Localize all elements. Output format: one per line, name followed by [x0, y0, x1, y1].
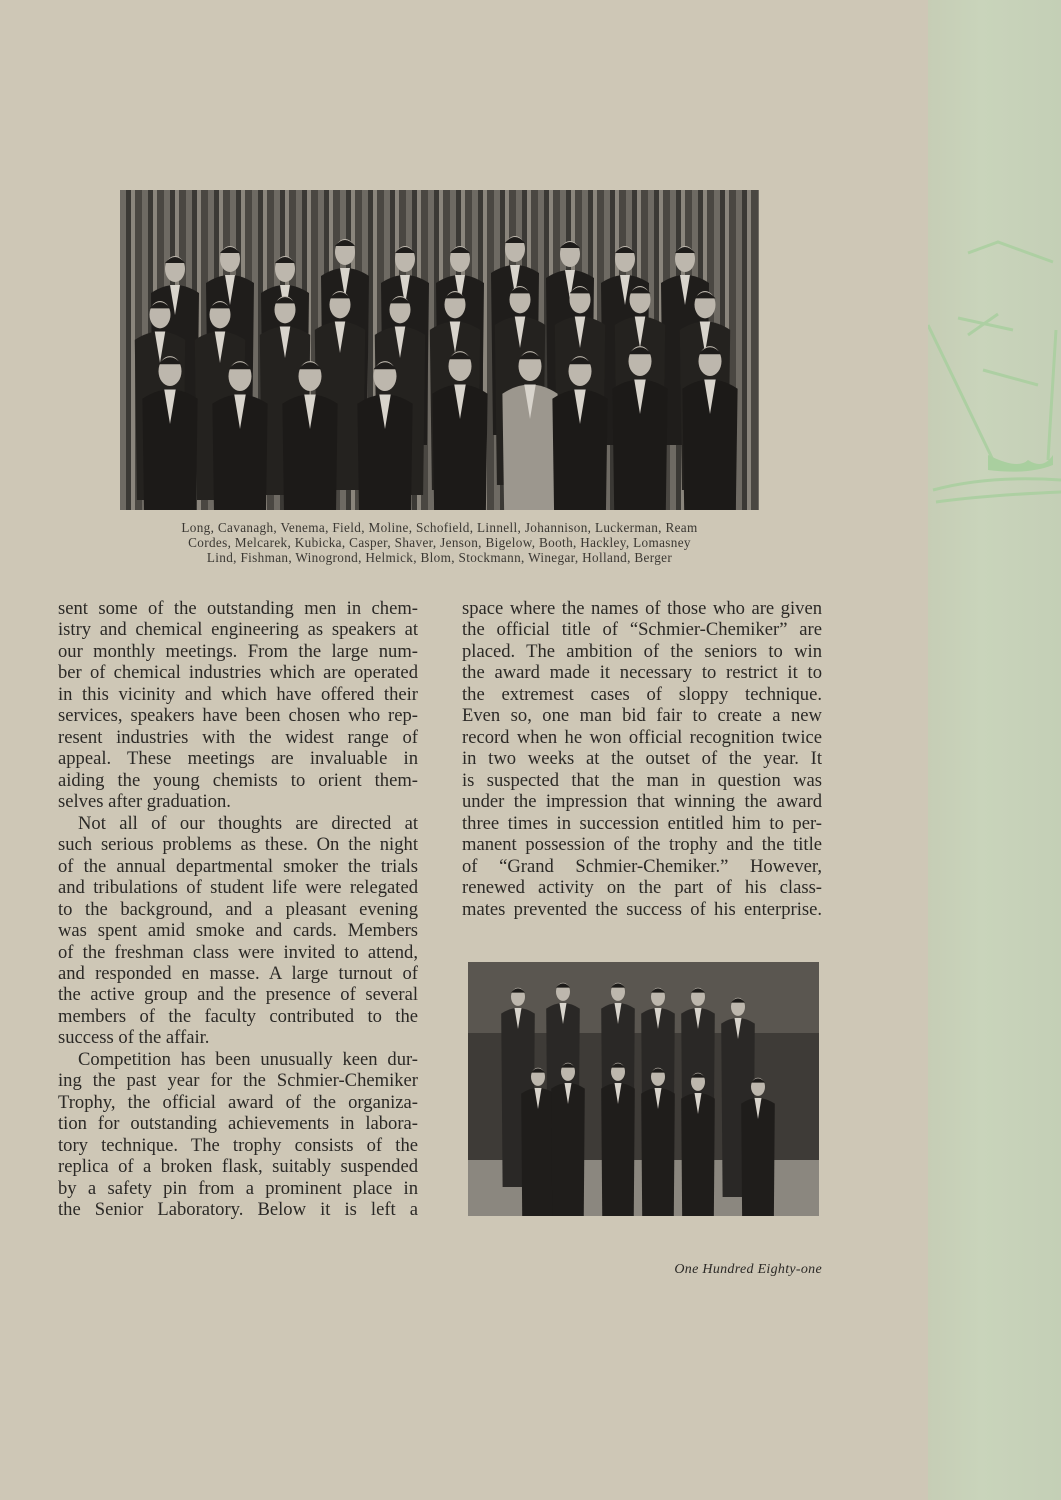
- text-line: sent some of the outstanding men in chem-: [58, 598, 418, 619]
- text-line: record when he won official recognition twice: [462, 726, 822, 748]
- outdoor-figures: [468, 962, 819, 1216]
- text-line: replica of a broken flask, suitably suspended: [58, 1156, 418, 1178]
- text-line: ing the past year for the Schmier-Chemiker: [58, 1070, 418, 1092]
- text-line: under the impression that winning the award: [462, 791, 822, 813]
- decorative-side-stripe: [928, 0, 1061, 1500]
- text-line: of the freshman class were invited to attend,: [58, 941, 418, 963]
- text-line: appeal. These meetings are invaluable in: [58, 748, 418, 770]
- text-line: of the annual departmental smoker the trials: [58, 855, 418, 877]
- text-line: Competition has been unusually keen dur-: [78, 1048, 418, 1070]
- text-line: the active group and the presence of several: [58, 984, 418, 1006]
- text-line: three times in succession entitled him to per-: [462, 812, 822, 834]
- text-line: Not all of our thoughts are directed at: [78, 812, 418, 834]
- text-line: tion for outstanding achievements in labora-: [58, 1113, 418, 1135]
- text-line: and tribulations of student life were relegated: [58, 877, 418, 899]
- outdoor-group-photo: [468, 962, 819, 1216]
- text-line: in two weeks at the outset of the year. It: [462, 748, 822, 770]
- photo-caption: [120, 520, 759, 565]
- text-line: of “Grand Schmier-Chemiker.” However,: [462, 855, 822, 877]
- text-line: selves after graduation.: [58, 791, 231, 813]
- text-line: tory technique. The trophy consists of the: [58, 1134, 418, 1156]
- text-line: the Senior Laboratory. Below it is left a: [58, 1199, 418, 1221]
- text-line: placed. The ambition of the seniors to win: [462, 640, 822, 662]
- text-line: ber of chemical industries which are operated: [58, 662, 418, 684]
- text-line: Even so, one man bid fair to create a new: [462, 705, 822, 727]
- text-line: mates prevented the success of his enterprise.: [462, 898, 822, 920]
- text-line: by a safety pin from a prominent place in: [58, 1177, 418, 1199]
- text-line: to the background, and a pleasant evening: [58, 898, 418, 920]
- text-line: Trophy, the official award of the organiza-: [58, 1091, 418, 1113]
- text-line: space where the names of those who are given: [462, 598, 822, 619]
- caption-line: Cordes, Melcarek, Kubicka, Casper, Shaver, Jenson, Bigelow, Booth, Hackley, Lomasney: [188, 535, 691, 550]
- flask-illustration-icon: [928, 0, 1061, 1500]
- right-text-column: [462, 598, 822, 920]
- text-line: renewed activity on the part of his class-: [462, 877, 822, 899]
- left-text-column: [58, 598, 418, 1221]
- group-photo-chemistry-club: [120, 190, 759, 510]
- text-line: and responded en masse. A large turnout of: [58, 962, 418, 984]
- group-figures: [120, 190, 759, 510]
- caption-line: Lind, Fishman, Winogrond, Helmick, Blom, Stockmann, Winegar, Holland, Berger: [206, 550, 673, 565]
- text-line: manent possession of the trophy and the title: [462, 834, 822, 856]
- text-line: aiding the young chemists to orient them-: [58, 769, 418, 791]
- text-line: such serious problems as these. On the night: [58, 834, 418, 856]
- text-line: the official title of “Schmier-Chemiker” are: [462, 619, 822, 641]
- text-line: the extremest cases of sloppy technique.: [462, 683, 822, 705]
- text-line: in this vicinity and which have offered their: [58, 683, 418, 705]
- text-line: success of the affair.: [58, 1027, 210, 1049]
- text-line: members of the faculty contributed to the: [58, 1005, 418, 1027]
- text-line: the award made it necessary to restrict it to: [462, 662, 822, 684]
- text-line: our monthly meetings. From the large num-: [58, 640, 418, 662]
- text-line: is suspected that the man in question was: [462, 769, 822, 791]
- page-number: One Hundred Eighty-one: [674, 1262, 822, 1277]
- text-line: resent industries with the widest range of: [58, 726, 418, 748]
- text-line: services, speakers have been chosen who rep-: [58, 705, 418, 727]
- text-line: istry and chemical engineering as speakers at: [58, 619, 418, 641]
- text-line: was spent amid smoke and cards. Members: [58, 920, 418, 942]
- caption-line: Long, Cavanagh, Venema, Field, Moline, Schofield, Linnell, Johannison, Luckerman, Ream: [181, 520, 698, 535]
